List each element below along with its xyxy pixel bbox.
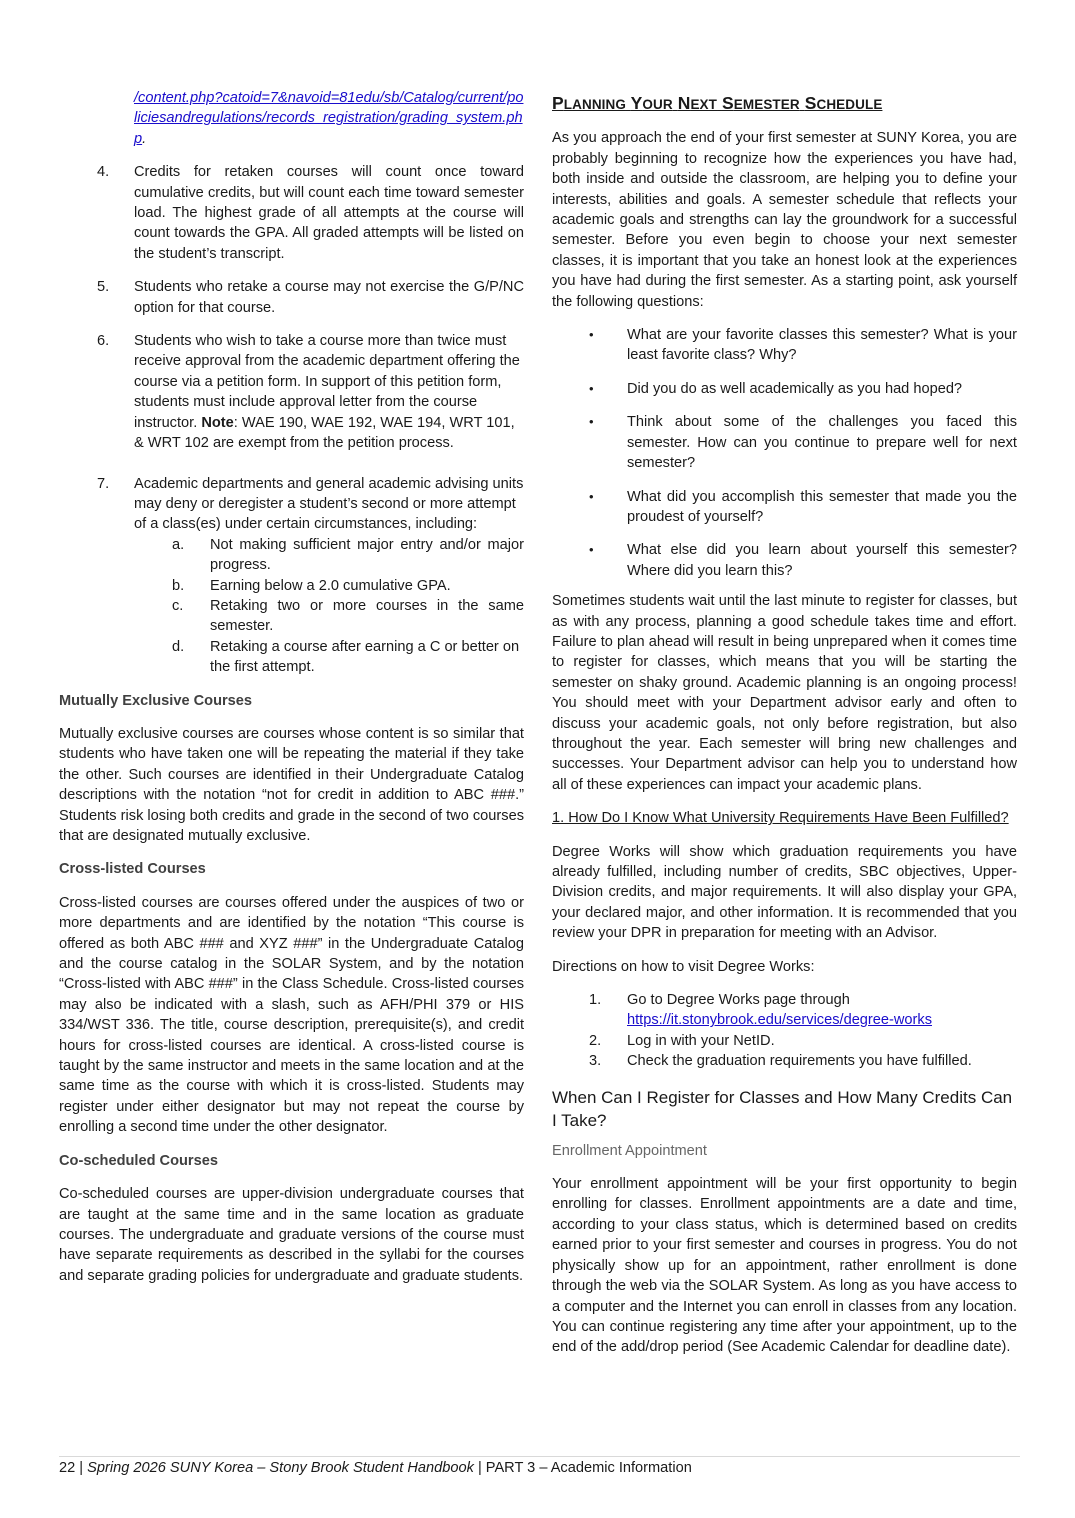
question-item <box>589 325 1017 366</box>
degree-works-link[interactable]: https://it.stonybrook.edu/services/degree-works <box>627 1012 932 1029</box>
list-text: Students who retake a course may not exercise the G/P/NC option for that course. <box>134 279 524 316</box>
sub-letter: a. <box>172 536 185 553</box>
list-text: Credits for retaken courses will count once toward cumulative credits, but will count each time toward semester load. The highest grade of all attempts at the course will count towards the GPA. All graded attempts will be listed on the student’s transcript. <box>134 164 524 262</box>
sub-letter: d. <box>172 638 185 655</box>
planning-paragraph: Sometimes students wait until the last minute to register for classes, but as with any process, planning a good schedule takes time and effort. Failure to plan ahead will result in being unprepared when it comes time to register for classes, which means that you will be starting the semester on shaky ground. Academic planning is an ongoing process! You should meet with your Department advisor early and often to discuss your academic goals, not only before registration, but also throughout the year. Each semester will bring new challenges and successes. Your Department advisor can help you to understand how all of these experiences can impact your academic plans. <box>552 593 1017 793</box>
step-number: 3. <box>589 1053 602 1070</box>
step-item <box>589 990 1017 1031</box>
sub-letter: c. <box>172 597 184 614</box>
intro-paragraph: As you approach the end of your first semester at SUNY Korea, you are probably beginning to recognize how the experiences you have had, both inside and outside the classroom, are helping you to define your interests, abilities and goals. A semester schedule that reflects your academic goals and strengths can lay the groundwork for a successful semester. Before you even begin to choose your next semester classes, it is important that you take an honest look at the experiences you have had during the first semester. As a starting point, ask yourself the following questions: <box>552 130 1017 310</box>
grading-system-url-line <box>134 88 524 149</box>
co-scheduled-paragraph: Co-scheduled courses are upper-division undergraduate courses that are taught at the same time and in the same location as graduate courses. The undergraduate and graduate versions of the course must have separate requirements as described in the syllabi for the courses and separate grading policies for undergraduate and graduate students. <box>59 1186 524 1284</box>
list-text <box>134 331 524 453</box>
cross-listed-paragraph: Cross-listed courses are courses offered under the auspices of two or more departments and are identified by the notation “This course is offered as both ABC ### and XYZ ###” in the Undergraduate Catalog and the course catalog in the SOLAR System, and by the notation “Cross-listed with ABC ###” in the Class Schedule. Cross-listed courses may also be indicated with a slash, such as AFH/PHI 379 or HIS 334/WST 336. The title, course description, prerequisite(s), and credit hours for cross-listed courses are identical. A cross-listed course is taught by the same instructor and meets in the same location and at the same time as the course with which it is cross-listed. Students may register under either designator but may not repeat the course by enrolling a second time under the other designator. <box>59 894 524 1136</box>
footer-divider <box>59 1456 1020 1457</box>
sub-item-c <box>172 596 524 637</box>
sub-item-d <box>172 637 524 678</box>
sub-text: Retaking a course after earning a C or better on the first attempt. <box>210 638 520 676</box>
list-number: 7. <box>97 475 110 492</box>
requirements-heading: 1. How Do I Know What University Requirements Have Been Fulfilled? <box>552 810 1009 827</box>
title-word: SCHEDULE <box>804 93 883 113</box>
enrollment-paragraph: Your enrollment appointment will be your first opportunity to begin enrolling for classes. Enrollment appointments are a date and time, according to your class status, which is determined based on credits earned prior to your first semester and courses in progress. You do not physically show up for an appointment, rather enrollment is done through the web via the SOLAR System. As long as you have access to a computer and the Internet you can enroll in classes from any location. You can continue registering any time after your appointment, up to the end of the add/drop period (See Academic Calendar for deadline date). <box>552 1176 1017 1356</box>
page-number: 22 <box>59 1460 76 1476</box>
section-heading-co-scheduled: Co-scheduled Courses <box>59 1152 218 1169</box>
handbook-title: Spring 2026 SUNY Korea – Stony Brook Student Handbook <box>87 1460 474 1476</box>
note-label: Note <box>201 414 234 431</box>
list-text-part: : WAE 190, WAE 192, WAE 194, WRT 101, & WRT 102 are exempt from the petition process. <box>134 414 515 452</box>
enrollment-subheading: Enrollment Appointment <box>552 1142 707 1159</box>
list-text: Academic departments and general academic advising units may deny or deregister a student’s second or more attempt of a class(es) under certain circumstances, including: <box>134 475 524 533</box>
list-number: 4. <box>97 164 110 181</box>
list-item-5 <box>97 277 524 318</box>
mutually-exclusive-paragraph: Mutually exclusive courses are courses whose content is so similar that students who have taken one will be repeating the material if they take the other. Such courses are identified in their Undergraduate Catalog descriptions with the notation “not for credit in addition to ABC ###.” Students risk losing both credits and grade in the second of two courses that are designated mutually exclusive. <box>59 725 524 844</box>
grading-system-link[interactable]: /content.php?catoid=7&navoid=81edu/sb/Catalog/current/policiesandregulations/records_registration/grading_system.php <box>134 90 524 147</box>
sub-text: Earning below a 2.0 cumulative GPA. <box>210 577 451 594</box>
step-number: 2. <box>589 1032 602 1049</box>
question-item <box>589 540 1017 581</box>
directions-label: Directions on how to visit Degree Works: <box>552 958 815 975</box>
step-item <box>589 1031 1017 1051</box>
list-item-4 <box>97 162 524 264</box>
section-heading-mutually-exclusive: Mutually Exclusive Courses <box>59 692 253 709</box>
question-text: What did you accomplish this semester that made you the proudest of yourself? <box>627 488 1017 525</box>
step-item <box>589 1051 1017 1071</box>
step-label: Go to Degree Works page through <box>627 992 850 1009</box>
step-text: Log in with your NetID. <box>627 1032 775 1049</box>
step-text <box>627 990 932 1031</box>
degree-works-steps <box>589 990 1017 1072</box>
section-heading-cross-listed: Cross-listed Courses <box>59 861 206 878</box>
sub-letter: b. <box>172 577 185 594</box>
footer-separator: | <box>79 1460 84 1476</box>
sub-item-a <box>172 535 524 576</box>
footer-separator: | <box>477 1460 482 1476</box>
sub-text: Retaking two or more courses in the same semester. <box>210 597 524 635</box>
sub-item-b <box>172 576 524 596</box>
bullet-icon: • <box>589 542 594 558</box>
question-item <box>589 487 1017 528</box>
url-trailing-period: . <box>142 130 147 147</box>
question-text: What are your favorite classes this semester? What is your least favorite class? Why? <box>627 327 1017 364</box>
list-text-part: Students who wish to take a course more than twice must receive approval from the academic department offering the course via a petition form. In support of this petition form, students must include approval letter from the course instructor. <box>134 333 520 431</box>
right-column <box>552 88 1017 1371</box>
bullet-icon: • <box>589 488 594 504</box>
title-word: PLANNING <box>552 93 626 113</box>
question-text: Think about some of the challenges you faced this semester. How can you continue to prepare well for next semester? <box>627 414 1017 472</box>
left-column <box>59 88 524 1299</box>
title-word: SEMESTER <box>721 93 800 113</box>
list-number: 5. <box>97 279 110 296</box>
sub-text: Not making sufficient major entry and/or major progress. <box>210 536 524 574</box>
bullet-icon: • <box>589 414 594 430</box>
title-word: NEXT <box>677 93 718 113</box>
list-item-6 <box>97 331 524 453</box>
title-word: YOUR <box>630 93 673 113</box>
question-text: What else did you learn about yourself this semester? Where did you learn this? <box>627 542 1017 579</box>
bullet-icon: • <box>589 327 594 343</box>
bullet-icon: • <box>589 380 594 396</box>
list-number: 6. <box>97 333 110 350</box>
list-item-7 <box>97 474 524 678</box>
question-text: Did you do as well academically as you had hoped? <box>627 380 963 397</box>
sub-list <box>172 535 524 678</box>
question-item <box>589 379 1017 399</box>
page-footer <box>59 1460 692 1476</box>
part-title: PART 3 – Academic Information <box>485 1460 692 1476</box>
register-heading: When Can I Register for Classes and How Many Credits Can I Take? <box>552 1087 1013 1130</box>
question-item <box>589 412 1017 473</box>
degree-works-paragraph: Degree Works will show which graduation requirements you have already fulfilled, including number of credits, SBC objectives, Upper-Division credits, and major requirements. It will also display your GPA, your declared major, and other information. It is recommended that you review your DPR in preparation for meeting with an Advisor. <box>552 843 1017 942</box>
page-section-title <box>552 93 1017 115</box>
step-number: 1. <box>589 992 602 1009</box>
step-text: Check the graduation requirements you have fulfilled. <box>627 1053 972 1070</box>
